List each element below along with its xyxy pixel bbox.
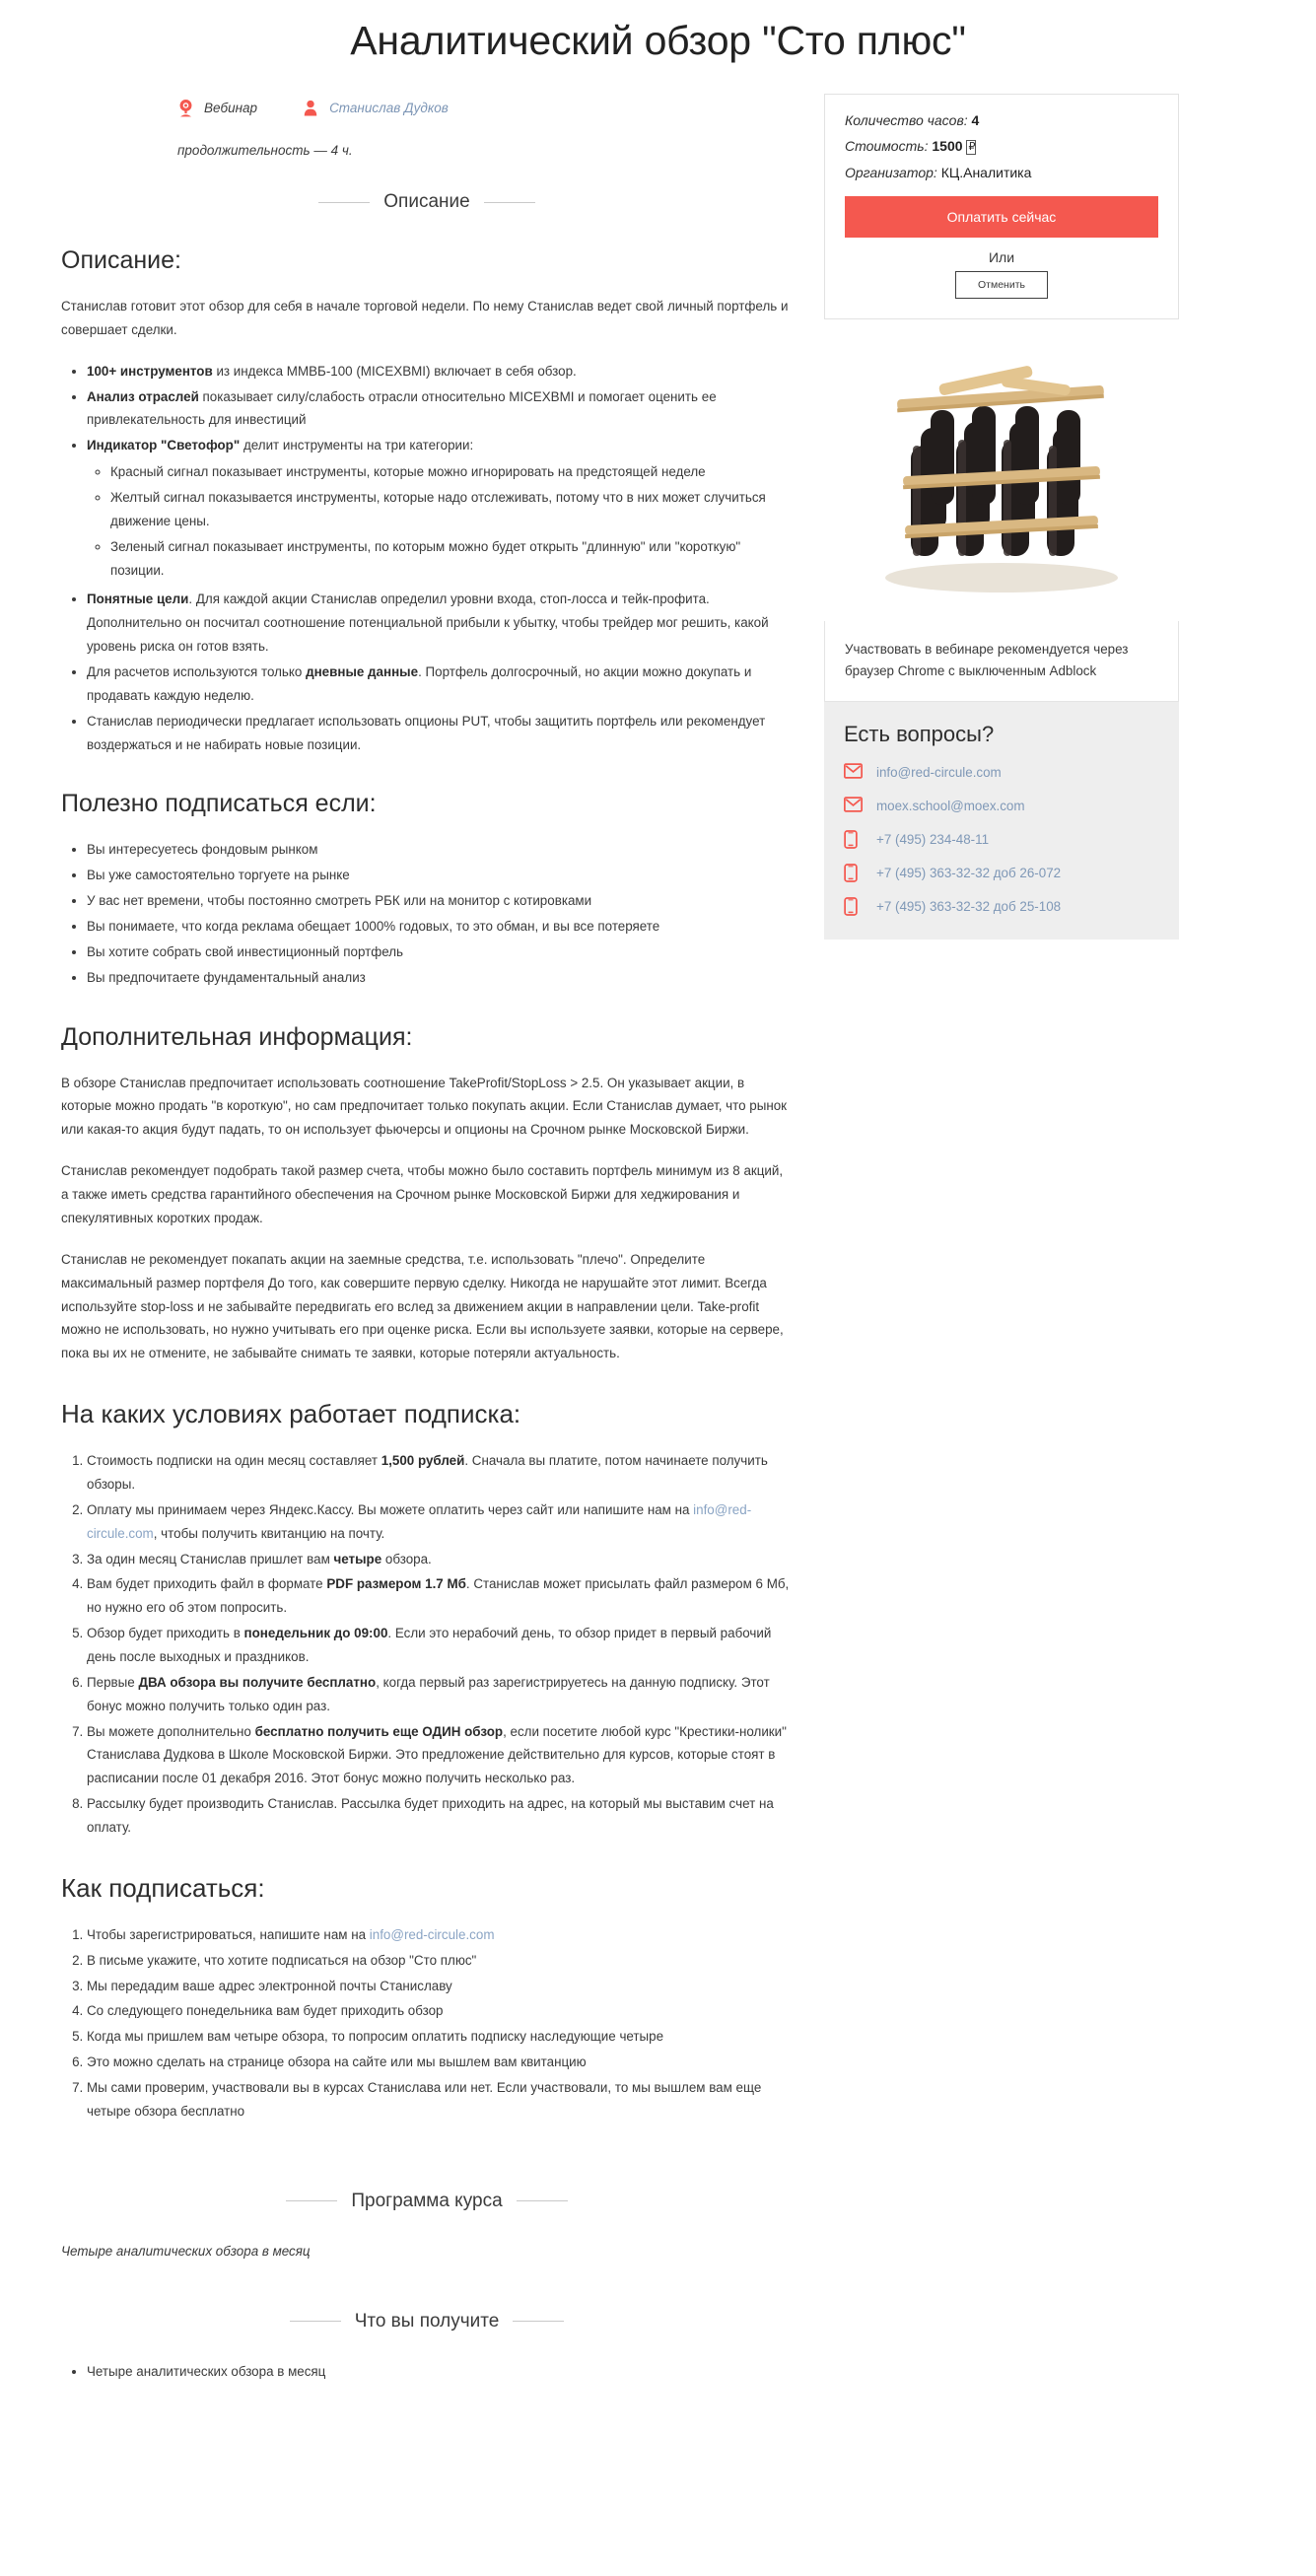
questions-block [824,702,1179,940]
main-layout [0,82,1316,2139]
hours-line [845,112,1158,128]
list-item: 7. Мы сами проверим, участвовали вы в курсах Станислава или нет. Если участвовали, то мы вышлем вам еще четыре обзора бесплатно [87,2076,793,2123]
list-item: • У вас нет времени, чтобы постоянно смотреть РБК или на монитор с котировками [87,889,793,913]
browser-notice: Участвовать в вебинаре рекомендуется через браузер Chrome с выключенным Adblock [824,621,1179,702]
envelope-icon [844,763,863,782]
list-item: • Индикатор "Светофор" делит инструменты на три категории: ◦ Красный сигнал показывает инструменты, которые можно игнорировать на предстоящей неделе ◦ Желтый сигнал показывается инструменты, которые надо отслеживать, потому что в них может случиться движение цены. ◦ Зеленый сигнал показывает инструменты, по которым можно будет открыть "длинную" или "короткую" позиции. [87,434,793,582]
nested-bullet-list [87,460,793,582]
email-link[interactable]: info@red-circule.com [87,1501,752,1541]
emphasis-text: Индикатор "Светофор" [87,438,241,453]
list-item: • Вы понимаете, что когда реклама обещает 1000% годовых, то это обман, и вы все потеряете [87,915,793,939]
email-link[interactable]: info@red-circule.com [369,1926,495,1942]
phone-icon [844,864,863,882]
list-item: • Вы предпочитаете фундаментальный анализ [87,966,793,990]
results-divider [61,2311,793,2332]
list-item: 1. Стоимость подписки на один месяц составляет 1,500 рублей. Сначала вы платите, потом начинаете получить обзоры. [87,1449,793,1497]
main-content-column [61,82,793,2139]
howto-heading: Как подписаться: [61,1872,265,1903]
emphasis-text: бесплатно получить еще ОДИН обзор [254,1723,504,1739]
list-item: 2. В письме укажите, что хотите подписаться на обзор "Сто плюс" [87,1949,793,1973]
list-item: 2. Оплату мы принимаем через Яндекс.Кассу. Вы можете оплатить через сайт или напишите нам на info@red-circule.com, чтобы получить квитанцию на почту. [87,1498,793,1546]
list-item: 1. Чтобы зарегистрироваться, напишите нам на info@red-circule.com [87,1923,793,1947]
course-page [0,8,1316,2438]
contact-email-link[interactable]: moex.school@moex.com [876,799,1025,814]
list-item: • Вы уже самостоятельно торгуете на рынке [87,864,793,887]
purchase-card [824,94,1179,319]
list-item: 6. Первые ДВА обзора вы получите бесплатно, когда первый раз зарегистрируетесь на данную подписку. Этот бонус можно получить только один раз. [87,1671,793,1718]
list-item: • 100+ инструментов из индекса ММВБ-100 (MICEXBMI) включает в себя обзор. [87,360,793,383]
meta-format-label: Вебинар [204,100,258,115]
emphasis-text: четыре [333,1551,382,1566]
person-icon [303,99,319,117]
emphasis-text: PDF размером 1.7 Мб [326,1576,466,1592]
or-separator-text: Или [988,249,1015,265]
list-item: ◦ Красный сигнал показывает инструменты, которые можно игнорировать на предстоящей неделе [110,460,793,484]
wooden-puzzle-image [854,355,1149,601]
howto-ordered-list [61,1923,793,2123]
extra-info-paragraphs [61,1072,793,1365]
divider-line-right [513,2321,564,2322]
emphasis-text: понедельник до 09:00 [243,1626,388,1641]
ruble-currency-icon: ₽ [968,141,975,153]
list-item: • Станислав периодически предлагает использовать опционы PUT, чтобы защитить портфель или рекомендует воздержаться и не набирать новые позиции. [87,710,793,757]
description-heading: Описание: [61,246,181,274]
useful-heading: Полезно подписаться если: [61,790,377,818]
organizer-line [845,165,1158,180]
emphasis-text: Анализ отраслей [87,388,199,404]
course-duration: продолжительность — 4 ч. [177,143,353,158]
results-list [61,2360,793,2384]
intro-paragraph: Станислав готовит этот обзор для себя в начале торговой недели. По нему Станислав ведет свой личный портфель и совершает сделки. [61,299,789,337]
meta-format [177,99,257,117]
meta-speaker-name[interactable]: Станислав Дудков [329,100,449,115]
list-item: ◦ Желтый сигнал показывается инструменты, которые надо отслеживать, потому что в них может случиться движение цены. [110,486,793,533]
divider-line-left [318,202,370,203]
phone-icon [844,830,863,849]
list-item: 7. Вы можете дополнительно бесплатно получить еще ОДИН обзор, если посетите любой курс "Крестики-нолики" Станислава Дудкова в Школе Московской Биржи. Это предложение действительно для курсов, которые стоят в расписании после 01 декабря 2016. Этот бонус можно получить несколько раз. [87,1720,793,1791]
paragraph: Станислав рекомендует подобрать такой размер счета, чтобы можно было составить портфель минимум из 8 акций, а также иметь средства гарантийного обеспечения на Срочном рынке Московской Биржи для хеджирования и спекулятивных коротких продаж. [61,1163,784,1225]
useful-bullet-list [61,838,793,989]
paragraph: В обзоре Станислав предпочитает использовать соотношение TakeProfit/StopLoss > 2.5. Он указывает акции, в которые можно продать "в короткую", но сам предпочитает только покупать акции. Если Станислав думает, что рынок или какая-то акция будут падать, то он использует фьючерсы и опционы на Срочном рынке Московской Биржи. [61,1075,788,1138]
contact-email-link[interactable]: info@red-circule.com [876,765,1002,781]
course-meta-row [61,82,793,121]
questions-title: Есть вопросы? [844,722,995,747]
emphasis-text: Понятные цели [87,592,189,607]
divider-line-left [290,2321,341,2322]
terms-ordered-list [61,1449,793,1840]
divider-line-right [517,2200,568,2201]
list-item: 4. Со следующего понедельника вам будет приходить обзор [87,1999,793,2023]
sidebar-column [824,82,1179,940]
price-value: 1500 [932,138,963,154]
price-label: Стоимость: [845,138,929,154]
cancel-button[interactable]: Отменить [955,271,1048,299]
description-divider [61,191,793,213]
list-item: 5. Обзор будет приходить в понедельник до 09:00. Если это нерабочий день, то обзор придет в первый рабочий день после выходных и праздников. [87,1622,793,1669]
page-title: Аналитический обзор "Сто плюс" [350,18,966,63]
list-item: 3. Мы передадим ваше адрес электронной почты Станиславу [87,1975,793,1998]
course-illustration [824,335,1179,621]
hours-value: 4 [971,112,980,128]
contact-item[interactable] [844,897,1159,916]
list-item: • Анализ отраслей показывает силу/слабость отрасли относительно MICEXBMI и помогает оценить ее привлекательность для инвестиций [87,385,793,433]
organizer-value: КЦ.Аналитика [940,165,1032,180]
divider-line-right [484,202,535,203]
contact-item[interactable] [844,763,1159,782]
phone-icon [844,897,863,916]
contact-item[interactable] [844,830,1159,849]
list-item: • Для расчетов используются только дневные данные. Портфель долгосрочный, но акции можно докупать и продавать каждую неделю. [87,661,793,708]
envelope-icon [844,797,863,815]
divider-title: Описание [383,191,470,212]
list-item: 6. Это можно сделать на странице обзора на сайте или мы вышлем вам квитанцию [87,2051,793,2074]
list-item: 3. За один месяц Станислав пришлет вам четыре обзора. [87,1548,793,1571]
list-item: 8. Рассылку будет производить Станислав. Рассылка будет приходить на адрес, на который мы выставим счет на оплату. [87,1792,793,1840]
program-divider [61,2191,793,2212]
list-item: ◦ Зеленый сигнал показывает инструменты, по которым можно будет открыть "длинную" или "короткую" позиции. [110,535,793,583]
list-item: 5. Когда мы пришлем вам четыре обзора, то попросим оплатить подписку наследующие четыре [87,2025,793,2049]
list-item: • Понятные цели. Для каждой акции Станислав определил уровни входа, стоп-лосса и тейк-профита. Дополнительно он посчитал соотношение потенциальной прибыли к убытку, чтобы трейдер мог решить, какой уровень риска он готов взять. [87,588,793,659]
contact-item[interactable] [844,797,1159,815]
hours-label: Количество часов: [845,112,968,128]
emphasis-text: ДВА обзора вы получите бесплатно [138,1674,377,1690]
meta-speaker[interactable] [303,99,449,117]
divider-line-left [286,2200,337,2201]
extra-info-heading: Дополнительная информация: [61,1022,413,1051]
contact-phone-link[interactable]: +7 (495) 234-48-11 [876,832,990,848]
list-item: • Вы хотите собрать свой инвестиционный портфель [87,940,793,964]
pay-now-button[interactable]: Оплатить сейчас [845,196,1158,238]
contacts-list [844,763,1159,916]
contact-phone-link[interactable]: +7 (495) 363-32-32 доб 26-072 [876,866,1062,881]
feature-bullet-list [61,360,793,757]
price-line [845,138,1158,155]
emphasis-text: дневные данные [306,664,419,680]
divider-title: Программа курса [351,2190,503,2211]
program-text: Четыре аналитических обзора в месяц [61,2243,311,2259]
webcam-icon [177,99,194,117]
list-item: • Вы интересуетесь фондовым рынком [87,838,793,862]
organizer-label: Организатор: [845,165,937,180]
emphasis-text: 100+ инструментов [87,363,213,379]
paragraph: Станислав не рекомендует покапать акции на заемные средства, т.е. использовать "плечо". Определите максимальный размер портфеля До того, как совершите первую сделку. Никогда не нарушайте этот лимит. Всегда используйте stop-loss и не забывайте передвигать его вслед за движением акции в направлении цели. Take-profit можно не использовать, но нужно учитывать его при оценке риска. Если вы используете заявки, которые на сервере, пока вы их не отмените, не забывайте снимать те заявки, которые потеряли актуальность. [61,1251,784,1361]
bottom-sections [0,2191,1316,2384]
contact-phone-link[interactable]: +7 (495) 363-32-32 доб 25-108 [876,899,1062,915]
divider-title: Что вы получите [354,2310,500,2332]
list-item: • Четыре аналитических обзора в месяц [87,2360,793,2384]
list-item: 4. Вам будет приходить файл в формате PDF размером 1.7 Мб. Станислав может присылать файл размером 6 Мб, но нужно его об этом попросить. [87,1572,793,1620]
terms-heading: На каких условиях работает подписка: [61,1399,521,1429]
contact-item[interactable] [844,864,1159,882]
emphasis-text: 1,500 рублей [381,1453,465,1469]
